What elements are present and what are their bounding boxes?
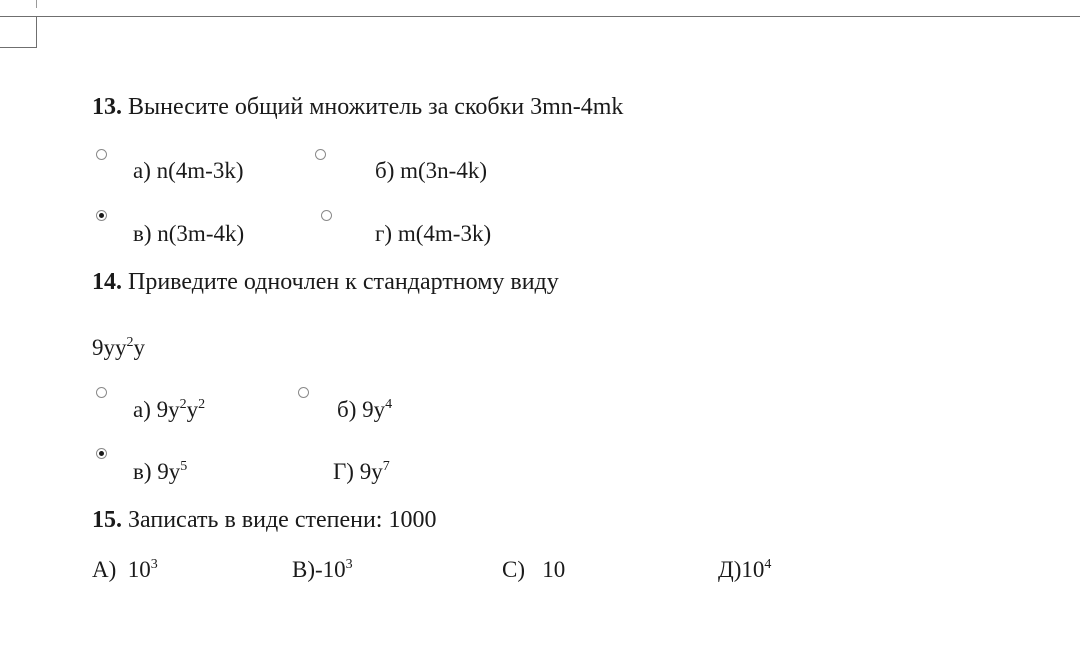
- option-v-exp1: 5: [180, 459, 188, 474]
- question-14-text: Приведите одночлен к стандартному виду: [128, 269, 559, 295]
- q13-option-b-radio[interactable]: [315, 149, 326, 160]
- q14-option-v-radio[interactable]: [96, 448, 107, 459]
- q15-d-exp: 4: [764, 557, 772, 572]
- option-a-exp1: 2: [179, 397, 187, 412]
- q13-option-g-radio[interactable]: [321, 210, 332, 221]
- q14-option-a-label: [133, 398, 205, 421]
- page-top-border: [0, 16, 1080, 17]
- q15-v-prefix: В)-10: [292, 557, 346, 582]
- q13-option-v-radio[interactable]: [96, 210, 107, 221]
- option-g-prefix: Г) 9y: [333, 459, 383, 484]
- question-13-title: [92, 95, 623, 119]
- q15-a-prefix: А) 10: [92, 557, 151, 582]
- expression-base: 9yy: [92, 335, 127, 360]
- question-14-title: [92, 270, 559, 294]
- q14-option-g-label: [333, 460, 390, 483]
- q15-d-prefix: Д)10: [718, 557, 765, 582]
- option-b-exp1: 4: [385, 397, 393, 412]
- q15-option-v-label: [292, 558, 353, 581]
- option-a-prefix: а) 9y: [133, 397, 180, 422]
- option-b-prefix: б) 9y: [337, 397, 386, 422]
- question-15-number: 15.: [92, 507, 122, 533]
- question-13-text: Вынесите общий множитель за скобки 3mn-4mk: [128, 94, 624, 120]
- q14-option-v-label: [133, 460, 187, 483]
- page-corner-mark-bottom: [0, 47, 37, 48]
- question-14-number: 14.: [92, 269, 122, 295]
- page-corner-tick: [36, 0, 37, 8]
- q14-option-b-label: [337, 398, 392, 421]
- q13-option-a-label: а) n(4m-3k): [133, 158, 244, 183]
- expression-exponent: 2: [126, 335, 134, 350]
- q14-option-b-radio[interactable]: [298, 387, 309, 398]
- q15-v-exp: 3: [345, 557, 353, 572]
- q15-a-exp: 3: [150, 557, 158, 572]
- expression-tail: y: [133, 335, 145, 360]
- q15-option-c-label: [502, 558, 565, 581]
- q15-c-prefix: С) 10: [502, 557, 566, 582]
- q15-option-d-label: [718, 558, 771, 581]
- question-14-expression: [92, 336, 145, 359]
- q13-option-a-radio[interactable]: [96, 149, 107, 160]
- q13-option-v-label: в) n(3m-4k): [133, 221, 245, 246]
- option-a-exp2: 2: [198, 397, 206, 412]
- option-a-mid: y: [186, 397, 199, 422]
- option-g-exp1: 7: [382, 459, 390, 474]
- q13-option-g-label: г) m(4m-3k): [375, 221, 492, 246]
- q13-option-b-label: б) m(3n-4k): [375, 158, 487, 183]
- q15-option-a-label: [92, 558, 158, 581]
- option-v-prefix: в) 9y: [133, 459, 181, 484]
- q14-option-a-radio[interactable]: [96, 387, 107, 398]
- question-15-title: [92, 508, 436, 532]
- page-corner-mark: [36, 16, 37, 48]
- question-13-number: 13.: [92, 94, 122, 120]
- question-15-text: Записать в виде степени: 1000: [128, 507, 437, 533]
